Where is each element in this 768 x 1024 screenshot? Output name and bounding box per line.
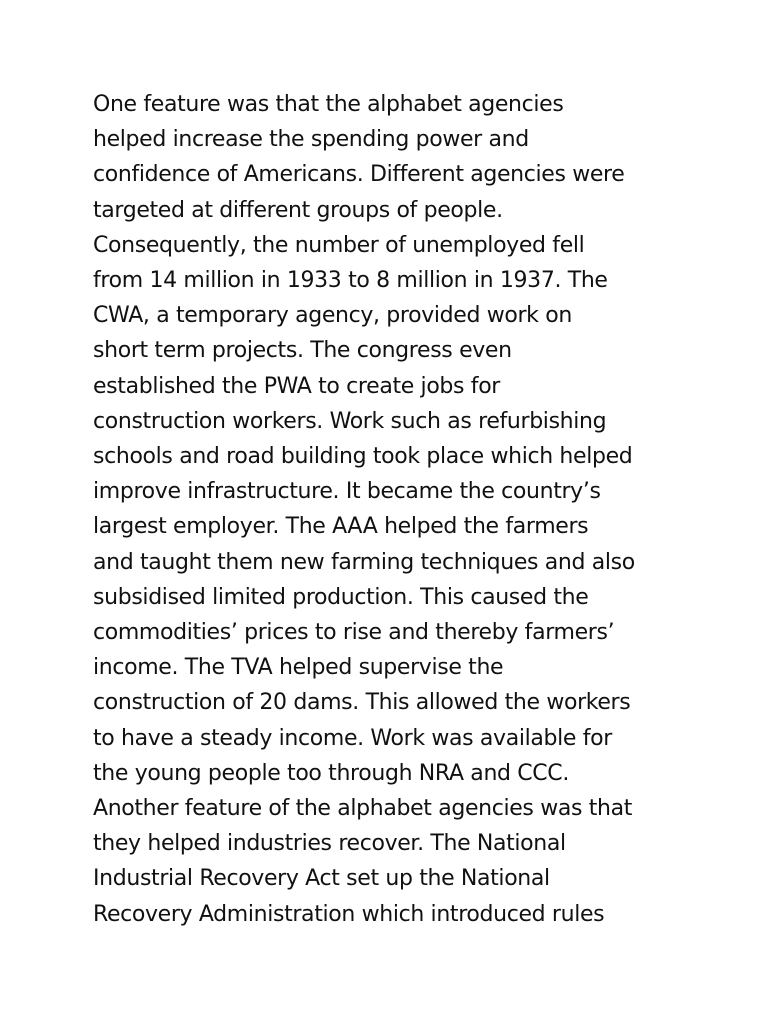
text-line: to have a steady income. Work was available for	[93, 725, 612, 751]
text-line: Another feature of the alphabet agencies was that	[93, 796, 632, 822]
text-line: and taught them new farming techniques and also	[93, 549, 635, 575]
text-line: helped increase the spending power and	[93, 127, 529, 153]
text-line: Consequently, the number of unemployed fell	[93, 232, 585, 258]
text-line: established the PWA to create jobs for	[93, 373, 500, 399]
text-line: they helped industries recover. The National	[93, 831, 566, 857]
text-line: largest employer. The AAA helped the farmers	[93, 514, 589, 540]
text-line: short term projects. The congress even	[93, 338, 512, 364]
text-line: construction of 20 dams. This allowed the workers	[93, 690, 631, 716]
text-line: improve infrastructure. It became the country’s	[93, 479, 601, 505]
body-text	[93, 87, 693, 932]
text-line: commodities’ prices to rise and thereby farmers’	[93, 620, 615, 646]
text-line: the young people too through NRA and CCC.	[93, 760, 569, 786]
text-line: schools and road building took place which helped	[93, 444, 633, 470]
text-line: income. The TVA helped supervise the	[93, 655, 504, 681]
text-line: construction workers. Work such as refurbishing	[93, 408, 607, 434]
text-line: Industrial Recovery Act set up the National	[93, 866, 550, 892]
text-line: One feature was that the alphabet agencies	[93, 92, 564, 117]
text-line: CWA, a temporary agency, provided work on	[93, 303, 572, 329]
text-line: targeted at different groups of people.	[93, 197, 503, 223]
text-line: subsidised limited production. This caused the	[93, 584, 589, 610]
text-line: Recovery Administration which introduced rules	[93, 901, 605, 927]
text-line: confidence of Americans. Different agencies were	[93, 162, 625, 188]
text-line: from 14 million in 1933 to 8 million in 1937. The	[93, 268, 608, 294]
